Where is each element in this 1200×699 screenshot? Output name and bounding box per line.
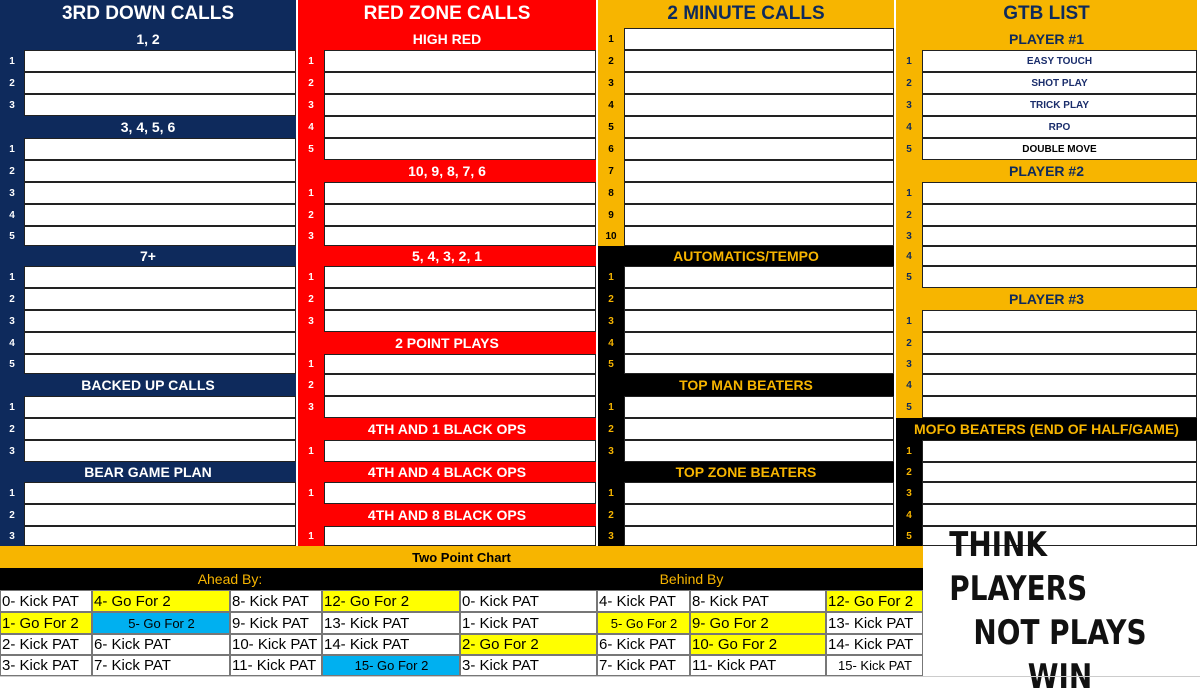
section-title: BACKED UP CALLS (0, 374, 296, 396)
call-input[interactable] (624, 288, 894, 310)
row-number: 8 (598, 182, 624, 204)
behind-by-cell: 0- Kick PAT (460, 590, 597, 612)
row-number: 2 (298, 204, 324, 226)
call-input[interactable] (24, 482, 296, 504)
call-input[interactable] (624, 204, 894, 226)
ahead-by-cell: 12- Go For 2 (322, 590, 460, 612)
ahead-by-cell: 9- Kick PAT (230, 612, 322, 634)
row-number: 2 (0, 418, 24, 440)
row-number: 1 (598, 482, 624, 504)
call-input[interactable] (24, 504, 296, 526)
play-type-slot[interactable]: DOUBLE MOVE (922, 138, 1197, 160)
behind-by-cell: 15- Kick PAT (826, 655, 923, 676)
behind-by-cell: 7- Kick PAT (597, 655, 690, 676)
behind-by-cell: 8- Kick PAT (690, 590, 826, 612)
call-input[interactable] (624, 332, 894, 354)
ahead-by-cell: 14- Kick PAT (322, 634, 460, 655)
call-input[interactable] (24, 226, 296, 246)
row-number: 2 (0, 160, 24, 182)
call-input[interactable] (324, 440, 596, 462)
section-title: 2 POINT PLAYS (298, 332, 596, 354)
call-input[interactable] (624, 94, 894, 116)
ahead-by-cell: 10- Kick PAT (230, 634, 322, 655)
row-number: 3 (298, 226, 324, 246)
call-input[interactable] (324, 396, 596, 418)
call-input[interactable] (624, 310, 894, 332)
play-type-slot[interactable]: RPO (922, 116, 1197, 138)
call-input[interactable] (922, 374, 1197, 396)
behind-by-cell: 1- Kick PAT (460, 612, 597, 634)
ahead-by-cell: 1- Go For 2 (0, 612, 92, 634)
section-title: 3, 4, 5, 6 (0, 116, 296, 138)
call-input[interactable] (922, 440, 1197, 462)
row-number: 2 (598, 288, 624, 310)
call-input[interactable] (922, 354, 1197, 374)
section-title: PLAYER #1 (896, 28, 1197, 50)
section-title: 4TH AND 4 BLACK OPS (298, 462, 596, 482)
ahead-by-cell: 13- Kick PAT (322, 612, 460, 634)
behind-by-label: Behind By (460, 568, 923, 590)
section-title: 1, 2 (0, 28, 296, 50)
call-input[interactable] (624, 396, 894, 418)
section-title: TOP MAN BEATERS (598, 374, 894, 396)
call-input[interactable] (324, 204, 596, 226)
call-input[interactable] (624, 266, 894, 288)
behind-by-cell: 14- Kick PAT (826, 634, 923, 655)
ahead-by-cell: 15- Go For 2 (322, 655, 460, 676)
call-input[interactable] (24, 418, 296, 440)
call-input[interactable] (922, 226, 1197, 246)
section-title: PLAYER #3 (896, 288, 1197, 310)
call-input[interactable] (922, 310, 1197, 332)
call-input[interactable] (24, 266, 296, 288)
call-input[interactable] (922, 482, 1197, 504)
row-number: 3 (0, 182, 24, 204)
call-input[interactable] (624, 116, 894, 138)
call-input[interactable] (324, 182, 596, 204)
row-number: 1 (896, 310, 922, 332)
call-input[interactable] (24, 50, 296, 72)
behind-by-cell: 3- Kick PAT (460, 655, 597, 676)
row-number: 1 (598, 28, 624, 50)
row-number: 3 (598, 526, 624, 546)
row-number: 5 (896, 266, 922, 288)
row-number: 4 (598, 332, 624, 354)
call-input[interactable] (324, 288, 596, 310)
play-type-slot[interactable]: TRICK PLAY (922, 94, 1197, 116)
row-number: 1 (0, 266, 24, 288)
row-number: 5 (0, 354, 24, 374)
section-title: PLAYER #2 (896, 160, 1197, 182)
call-input[interactable] (324, 310, 596, 332)
call-input[interactable] (324, 226, 596, 246)
section-title: AUTOMATICS/TEMPO (598, 246, 894, 266)
row-number: 1 (0, 482, 24, 504)
row-number: 3 (0, 526, 24, 546)
row-number: 3 (896, 482, 922, 504)
behind-by-cell: 11- Kick PAT (690, 655, 826, 676)
call-input[interactable] (624, 72, 894, 94)
row-number: 1 (896, 182, 922, 204)
ahead-by-cell: 7- Kick PAT (92, 655, 230, 676)
call-input[interactable] (624, 354, 894, 374)
row-number: 5 (598, 116, 624, 138)
call-input[interactable] (922, 332, 1197, 354)
motto-line: THINK PLAYERS (949, 525, 1088, 609)
call-input[interactable] (24, 440, 296, 462)
call-input[interactable] (24, 94, 296, 116)
row-number: 5 (896, 138, 922, 160)
row-number: 1 (298, 266, 324, 288)
row-number: 4 (896, 504, 922, 526)
call-input[interactable] (324, 374, 596, 396)
row-number: 1 (598, 266, 624, 288)
row-number: 1 (0, 396, 24, 418)
row-number: 4 (0, 204, 24, 226)
section-title: 10, 9, 8, 7, 6 (298, 160, 596, 182)
row-number: 3 (896, 354, 922, 374)
behind-by-cell: 10- Go For 2 (690, 634, 826, 655)
row-number: 3 (298, 396, 324, 418)
call-input[interactable] (324, 116, 596, 138)
row-number: 6 (598, 138, 624, 160)
row-number: 1 (896, 50, 922, 72)
behind-by-cell: 4- Kick PAT (597, 590, 690, 612)
ahead-by-cell: 6- Kick PAT (92, 634, 230, 655)
call-input[interactable] (24, 526, 296, 546)
row-number: 3 (896, 94, 922, 116)
row-number: 5 (298, 138, 324, 160)
ahead-by-cell: 3- Kick PAT (0, 655, 92, 676)
call-input[interactable] (24, 354, 296, 374)
row-number: 3 (0, 94, 24, 116)
header-gtb-list: GTB LIST (896, 0, 1197, 28)
behind-by-cell: 9- Go For 2 (690, 612, 826, 634)
row-number: 5 (896, 396, 922, 418)
call-input[interactable] (922, 246, 1197, 266)
call-input[interactable] (324, 94, 596, 116)
row-number: 1 (0, 138, 24, 160)
section-title: 5, 4, 3, 2, 1 (298, 246, 596, 266)
call-input[interactable] (624, 50, 894, 72)
row-number: 3 (598, 310, 624, 332)
row-number: 4 (896, 116, 922, 138)
section-title: 7+ (0, 246, 296, 266)
call-input[interactable] (24, 396, 296, 418)
call-input[interactable] (624, 160, 894, 182)
row-number: 4 (0, 332, 24, 354)
call-input[interactable] (624, 182, 894, 204)
call-input[interactable] (324, 526, 596, 546)
call-input[interactable] (922, 462, 1197, 482)
row-number: 3 (598, 440, 624, 462)
row-number: 2 (298, 288, 324, 310)
header-2-minute-calls: 2 MINUTE CALLS (598, 0, 894, 28)
row-number: 3 (298, 310, 324, 332)
row-number: 3 (896, 226, 922, 246)
call-input[interactable] (922, 204, 1197, 226)
row-number: 3 (0, 440, 24, 462)
ahead-by-cell: 4- Go For 2 (92, 590, 230, 612)
row-number: 2 (298, 72, 324, 94)
row-number: 2 (896, 462, 922, 482)
row-number: 1 (298, 482, 324, 504)
section-title: HIGH RED (298, 28, 596, 50)
row-number: 1 (896, 440, 922, 462)
header-red-zone-calls: RED ZONE CALLS (298, 0, 596, 28)
ahead-by-cell: 5- Go For 2 (92, 612, 230, 634)
row-number: 1 (298, 182, 324, 204)
row-number: 4 (896, 246, 922, 266)
row-number: 2 (0, 288, 24, 310)
ahead-by-label: Ahead By: (0, 568, 460, 590)
section-title: 4TH AND 8 BLACK OPS (298, 504, 596, 526)
call-input[interactable] (624, 440, 894, 462)
call-input[interactable] (624, 482, 894, 504)
call-input[interactable] (324, 50, 596, 72)
behind-by-cell: 6- Kick PAT (597, 634, 690, 655)
section-title: TOP ZONE BEATERS (598, 462, 894, 482)
row-number: 2 (896, 72, 922, 94)
call-input[interactable] (624, 418, 894, 440)
row-number: 5 (598, 354, 624, 374)
row-number: 2 (0, 504, 24, 526)
section-title: 4TH AND 1 BLACK OPS (298, 418, 596, 440)
row-number: 9 (598, 204, 624, 226)
row-number: 4 (598, 94, 624, 116)
row-number: 2 (598, 418, 624, 440)
behind-by-cell: 13- Kick PAT (826, 612, 923, 634)
call-input[interactable] (24, 332, 296, 354)
call-input[interactable] (24, 288, 296, 310)
behind-by-cell: 5- Go For 2 (597, 612, 690, 634)
call-input[interactable] (624, 28, 894, 50)
two-point-chart-title: Two Point Chart (0, 546, 923, 568)
call-input[interactable] (624, 226, 894, 246)
call-input[interactable] (624, 526, 894, 546)
row-number: 2 (298, 374, 324, 396)
call-input[interactable] (324, 266, 596, 288)
row-number: 3 (298, 94, 324, 116)
row-number: 4 (298, 116, 324, 138)
call-input[interactable] (324, 482, 596, 504)
call-input[interactable] (324, 138, 596, 160)
row-number: 2 (0, 72, 24, 94)
call-input[interactable] (24, 182, 296, 204)
call-input[interactable] (922, 266, 1197, 288)
call-input[interactable] (24, 160, 296, 182)
behind-by-cell: 12- Go For 2 (826, 590, 923, 612)
row-number: 5 (0, 226, 24, 246)
row-number: 3 (0, 310, 24, 332)
ahead-by-cell: 11- Kick PAT (230, 655, 322, 676)
call-input[interactable] (324, 72, 596, 94)
call-input[interactable] (24, 138, 296, 160)
row-number: 10 (598, 226, 624, 246)
ahead-by-cell: 8- Kick PAT (230, 590, 322, 612)
call-input[interactable] (24, 310, 296, 332)
header-3rd-down-calls: 3RD DOWN CALLS (0, 0, 296, 28)
motto-text (949, 525, 1170, 697)
call-input[interactable] (922, 396, 1197, 418)
row-number: 1 (298, 50, 324, 72)
row-number: 2 (598, 504, 624, 526)
call-input[interactable] (324, 354, 596, 374)
row-number: 1 (598, 396, 624, 418)
sheet-gridlines (0, 676, 1200, 689)
row-number: 2 (896, 204, 922, 226)
row-number: 1 (298, 526, 324, 546)
play-type-slot[interactable]: EASY TOUCH (922, 50, 1197, 72)
row-number: 7 (598, 160, 624, 182)
row-number: 2 (598, 50, 624, 72)
call-input[interactable] (922, 182, 1197, 204)
play-type-slot[interactable]: SHOT PLAY (922, 72, 1197, 94)
motto-line: NOT PLAYS (973, 613, 1147, 653)
row-number: 2 (896, 332, 922, 354)
row-number: 1 (298, 440, 324, 462)
call-input[interactable] (624, 504, 894, 526)
row-number: 1 (0, 50, 24, 72)
behind-by-cell: 2- Go For 2 (460, 634, 597, 655)
section-title: MOFO BEATERS (END OF HALF/GAME) (896, 418, 1197, 440)
row-number: 5 (896, 526, 922, 546)
row-number: 4 (896, 374, 922, 396)
motto-line: WIN (1027, 657, 1093, 697)
row-number: 3 (598, 72, 624, 94)
call-input[interactable] (24, 72, 296, 94)
ahead-by-cell: 0- Kick PAT (0, 590, 92, 612)
row-number: 1 (298, 354, 324, 374)
call-input[interactable] (624, 138, 894, 160)
section-title: BEAR GAME PLAN (0, 462, 296, 482)
call-input[interactable] (24, 204, 296, 226)
ahead-by-cell: 2- Kick PAT (0, 634, 92, 655)
